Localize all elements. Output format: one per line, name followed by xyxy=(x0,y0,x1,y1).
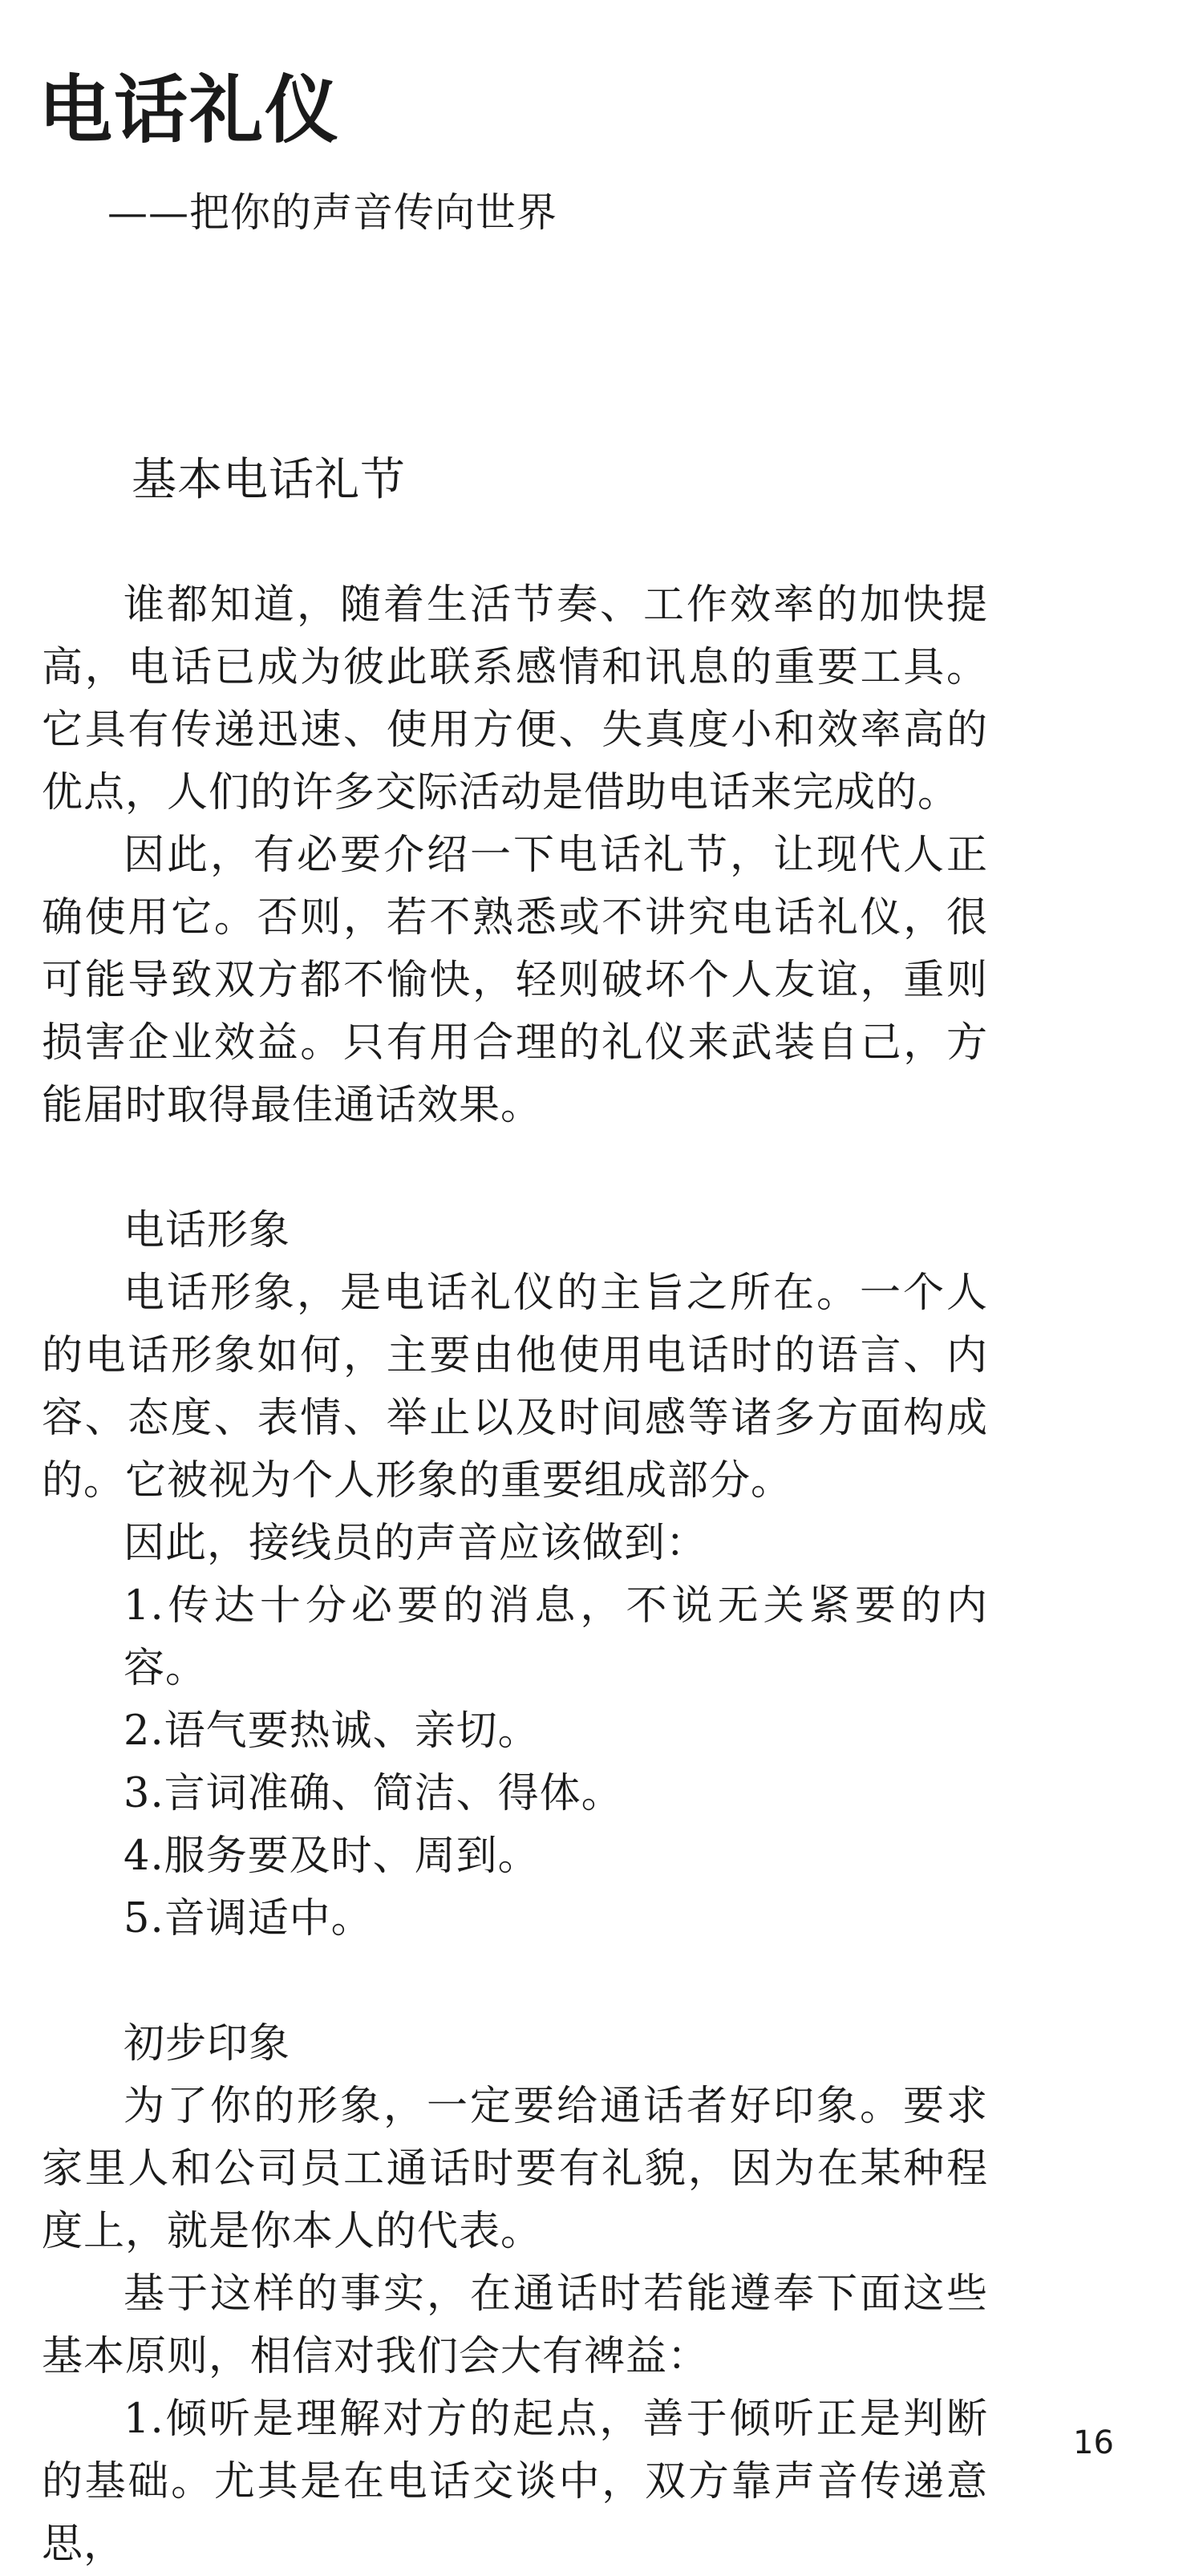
page-title: 电话礼仪 xyxy=(38,67,341,153)
paragraph: 因此，有必要介绍一下电话礼节，让现代人正确使用它。否则，若不熟悉或不讲究电话礼仪，很可能导致双方都不愉快，轻则破坏个人友谊，重则损害企业效益。只有用合理的礼仪来武装自己，方能届时取得最佳通话效果。 xyxy=(42,832,988,1129)
list-item: 2.语气要热诚、亲切。 xyxy=(124,1707,540,1755)
paragraph: 谁都知道，随着生活节奏、工作效率的加快提高，电话已成为彼此联系感情和讯息的重要工具。它具有传递迅速、使用方便、失真度小和效率高的优点，人们的许多交际活动是借助电话来完成的。 xyxy=(42,581,988,816)
list-item: 1.传达十分必要的消息，不说无关紧要的内容。 xyxy=(124,1582,988,1692)
subsection-heading: 初步印象 xyxy=(124,2020,291,2068)
spacer xyxy=(42,1950,988,2013)
paragraph: 1.倾听是理解对方的起点，善于倾听正是判断的基础。尤其是在电话交谈中，双方靠声音传递意思， xyxy=(42,2396,988,2568)
list-item: 5.音调适中。 xyxy=(124,1895,373,1942)
body-text xyxy=(42,449,988,2576)
spacer xyxy=(42,1137,988,1200)
subsection-heading: 电话形象 xyxy=(124,1207,291,1254)
section-title: 基本电话礼节 xyxy=(132,454,406,506)
paragraph: 因此，接线员的声音应该做到： xyxy=(124,1520,708,1567)
list-item: 3.言词准确、简洁、得体。 xyxy=(124,1770,623,1817)
list-item: 4.服务要及时、周到。 xyxy=(124,1833,540,1880)
page-number: 16 xyxy=(1073,2424,1114,2461)
paragraph: 为了你的形象，一定要给通话者好印象。要求家里人和公司员工通话时要有礼貌，因为在某种程度上，就是你本人的代表。 xyxy=(42,2083,988,2255)
paragraph: 电话形象，是电话礼仪的主旨之所在。一个人的电话形象如何，主要由他使用电话时的语言、内容、态度、表情、举止以及时间感等诸多方面构成的。它被视为个人形象的重要组成部分。 xyxy=(42,1270,988,1505)
paragraph: 基于这样的事实，在通话时若能遵奉下面这些基本原则，相信对我们会大有裨益： xyxy=(42,2270,988,2380)
page-subtitle: ——把你的声音传向世界 xyxy=(107,189,557,236)
